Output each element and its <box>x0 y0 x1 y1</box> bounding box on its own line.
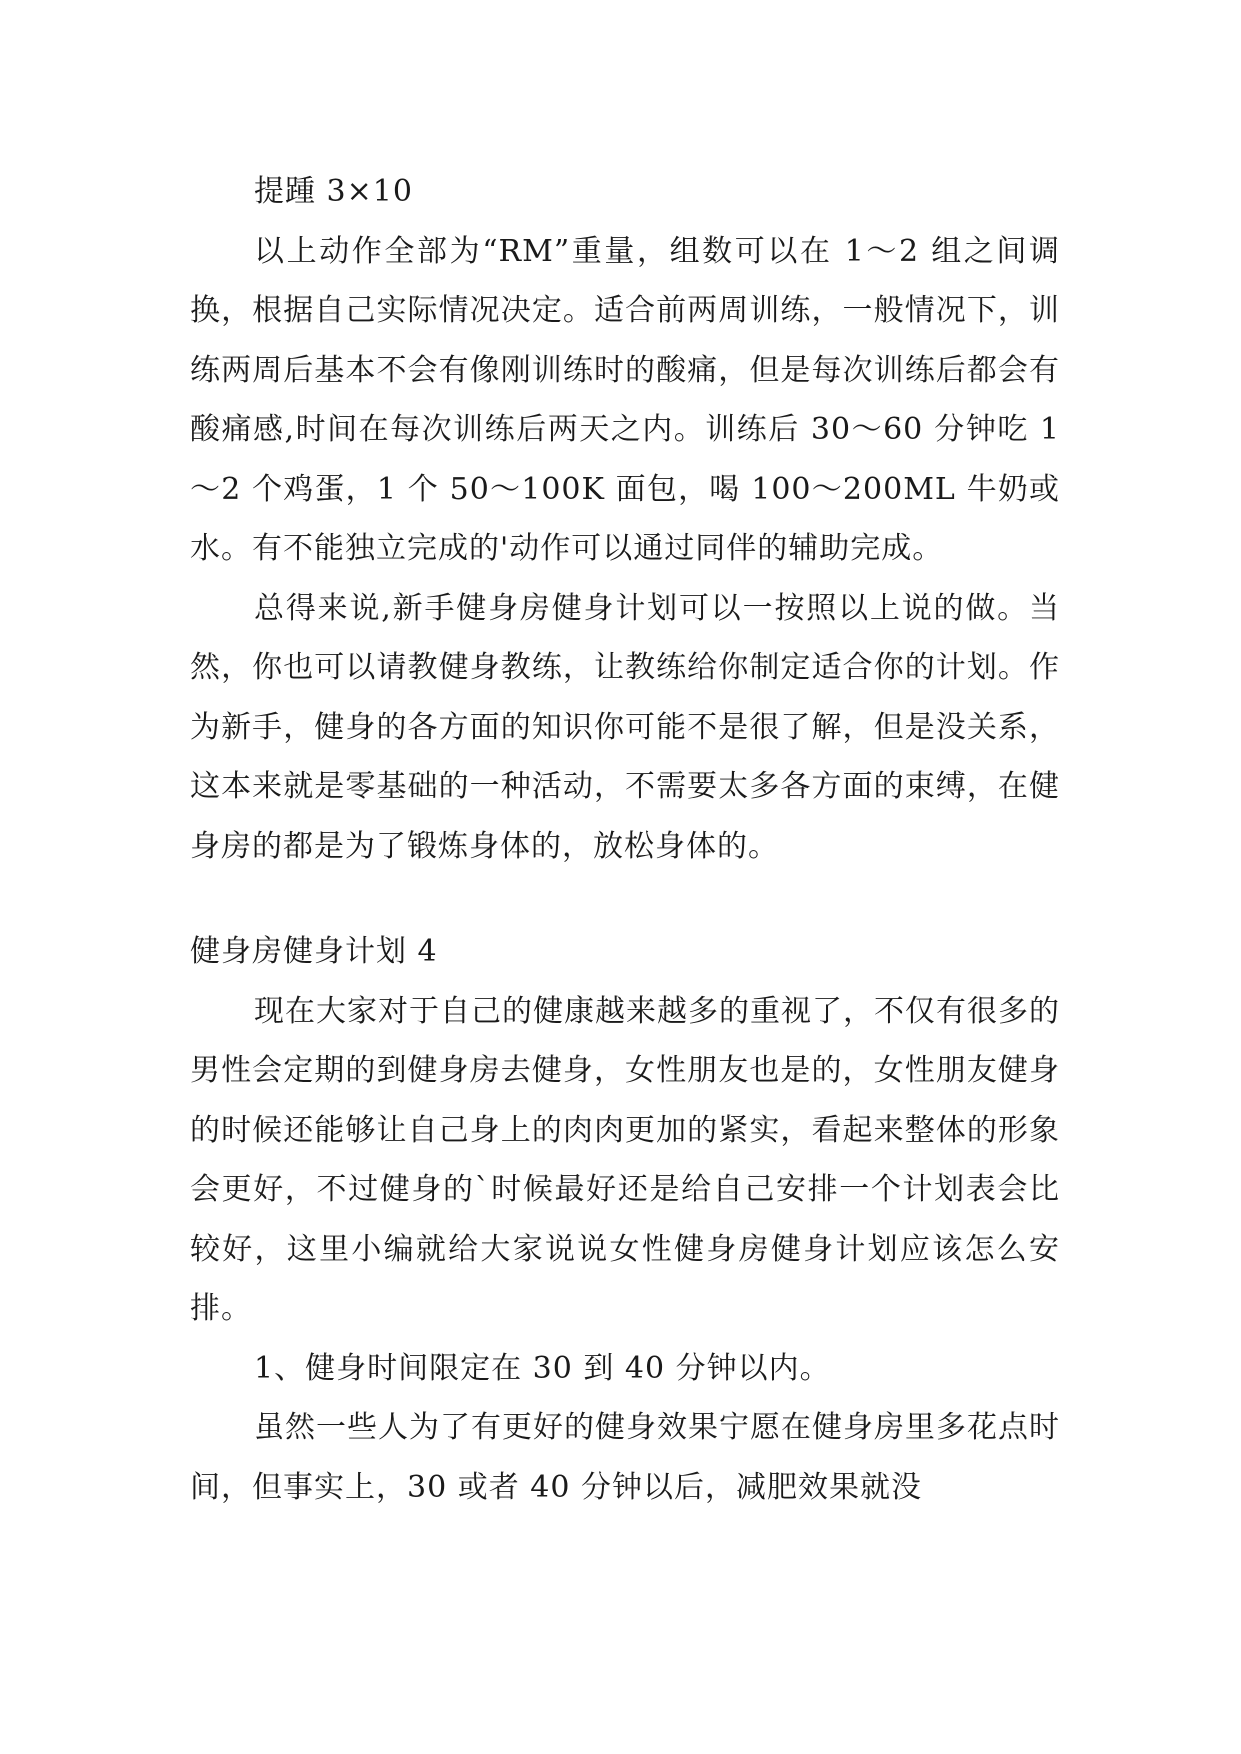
paragraph-summary: 总得来说,新手健身房健身计划可以一按照以上说的做。当然，你也可以请教健身教练，让教练给你制定适合你的计划。作为新手，健身的各方面的知识你可能不是很了解，但是没关系，这本来就是零基础的一种活动，不需要太多各方面的束缚，在健身房的都是为了锻炼身体的，放松身体的。 <box>190 590 1060 864</box>
paragraph-intro: 现在大家对于自己的健康越来越多的重视了，不仅有很多的男性会定期的到健身房去健身，女性朋友也是的，女性朋友健身的时候还能够让自己身上的肉肉更加的紧实，看起来整体的形象会更好，不过健身的`时候最好还是给自己安排一个计划表会比较好，这里小编就给大家说说女性健身房健身计划应该怎么安排。 <box>190 993 1060 1326</box>
paragraph-point-1: 1、健身时间限定在 30 到 40 分钟以内。 <box>254 1350 831 1386</box>
paragraph-point-1-detail: 虽然一些人为了有更好的健身效果宁愿在健身房里多花点时间，但事实上，30 或者 40 分钟以后，减肥效果就没 <box>190 1410 1060 1505</box>
document-body <box>190 162 1060 1517</box>
paragraph-training-notes: 以上动作全部为“RM”重量，组数可以在 1～2 组之间调换，根据自己实际情况决定。适合前两周训练，一般情况下，训练两周后基本不会有像刚训练时的酸痛，但是每次训练后都会有酸痛感,时间在每次训练后两天之内。训练后 30～60 分钟吃 1～2 个鸡蛋，1 个 50～100K 面包，喝 100～200ML 牛奶或水。有不能独立完成的'动作可以通过同伴的辅助完成。 <box>190 233 1060 566</box>
section-heading: 健身房健身计划 4 <box>190 934 438 969</box>
paragraph-calf-raise: 提踵 3×10 <box>254 174 413 209</box>
